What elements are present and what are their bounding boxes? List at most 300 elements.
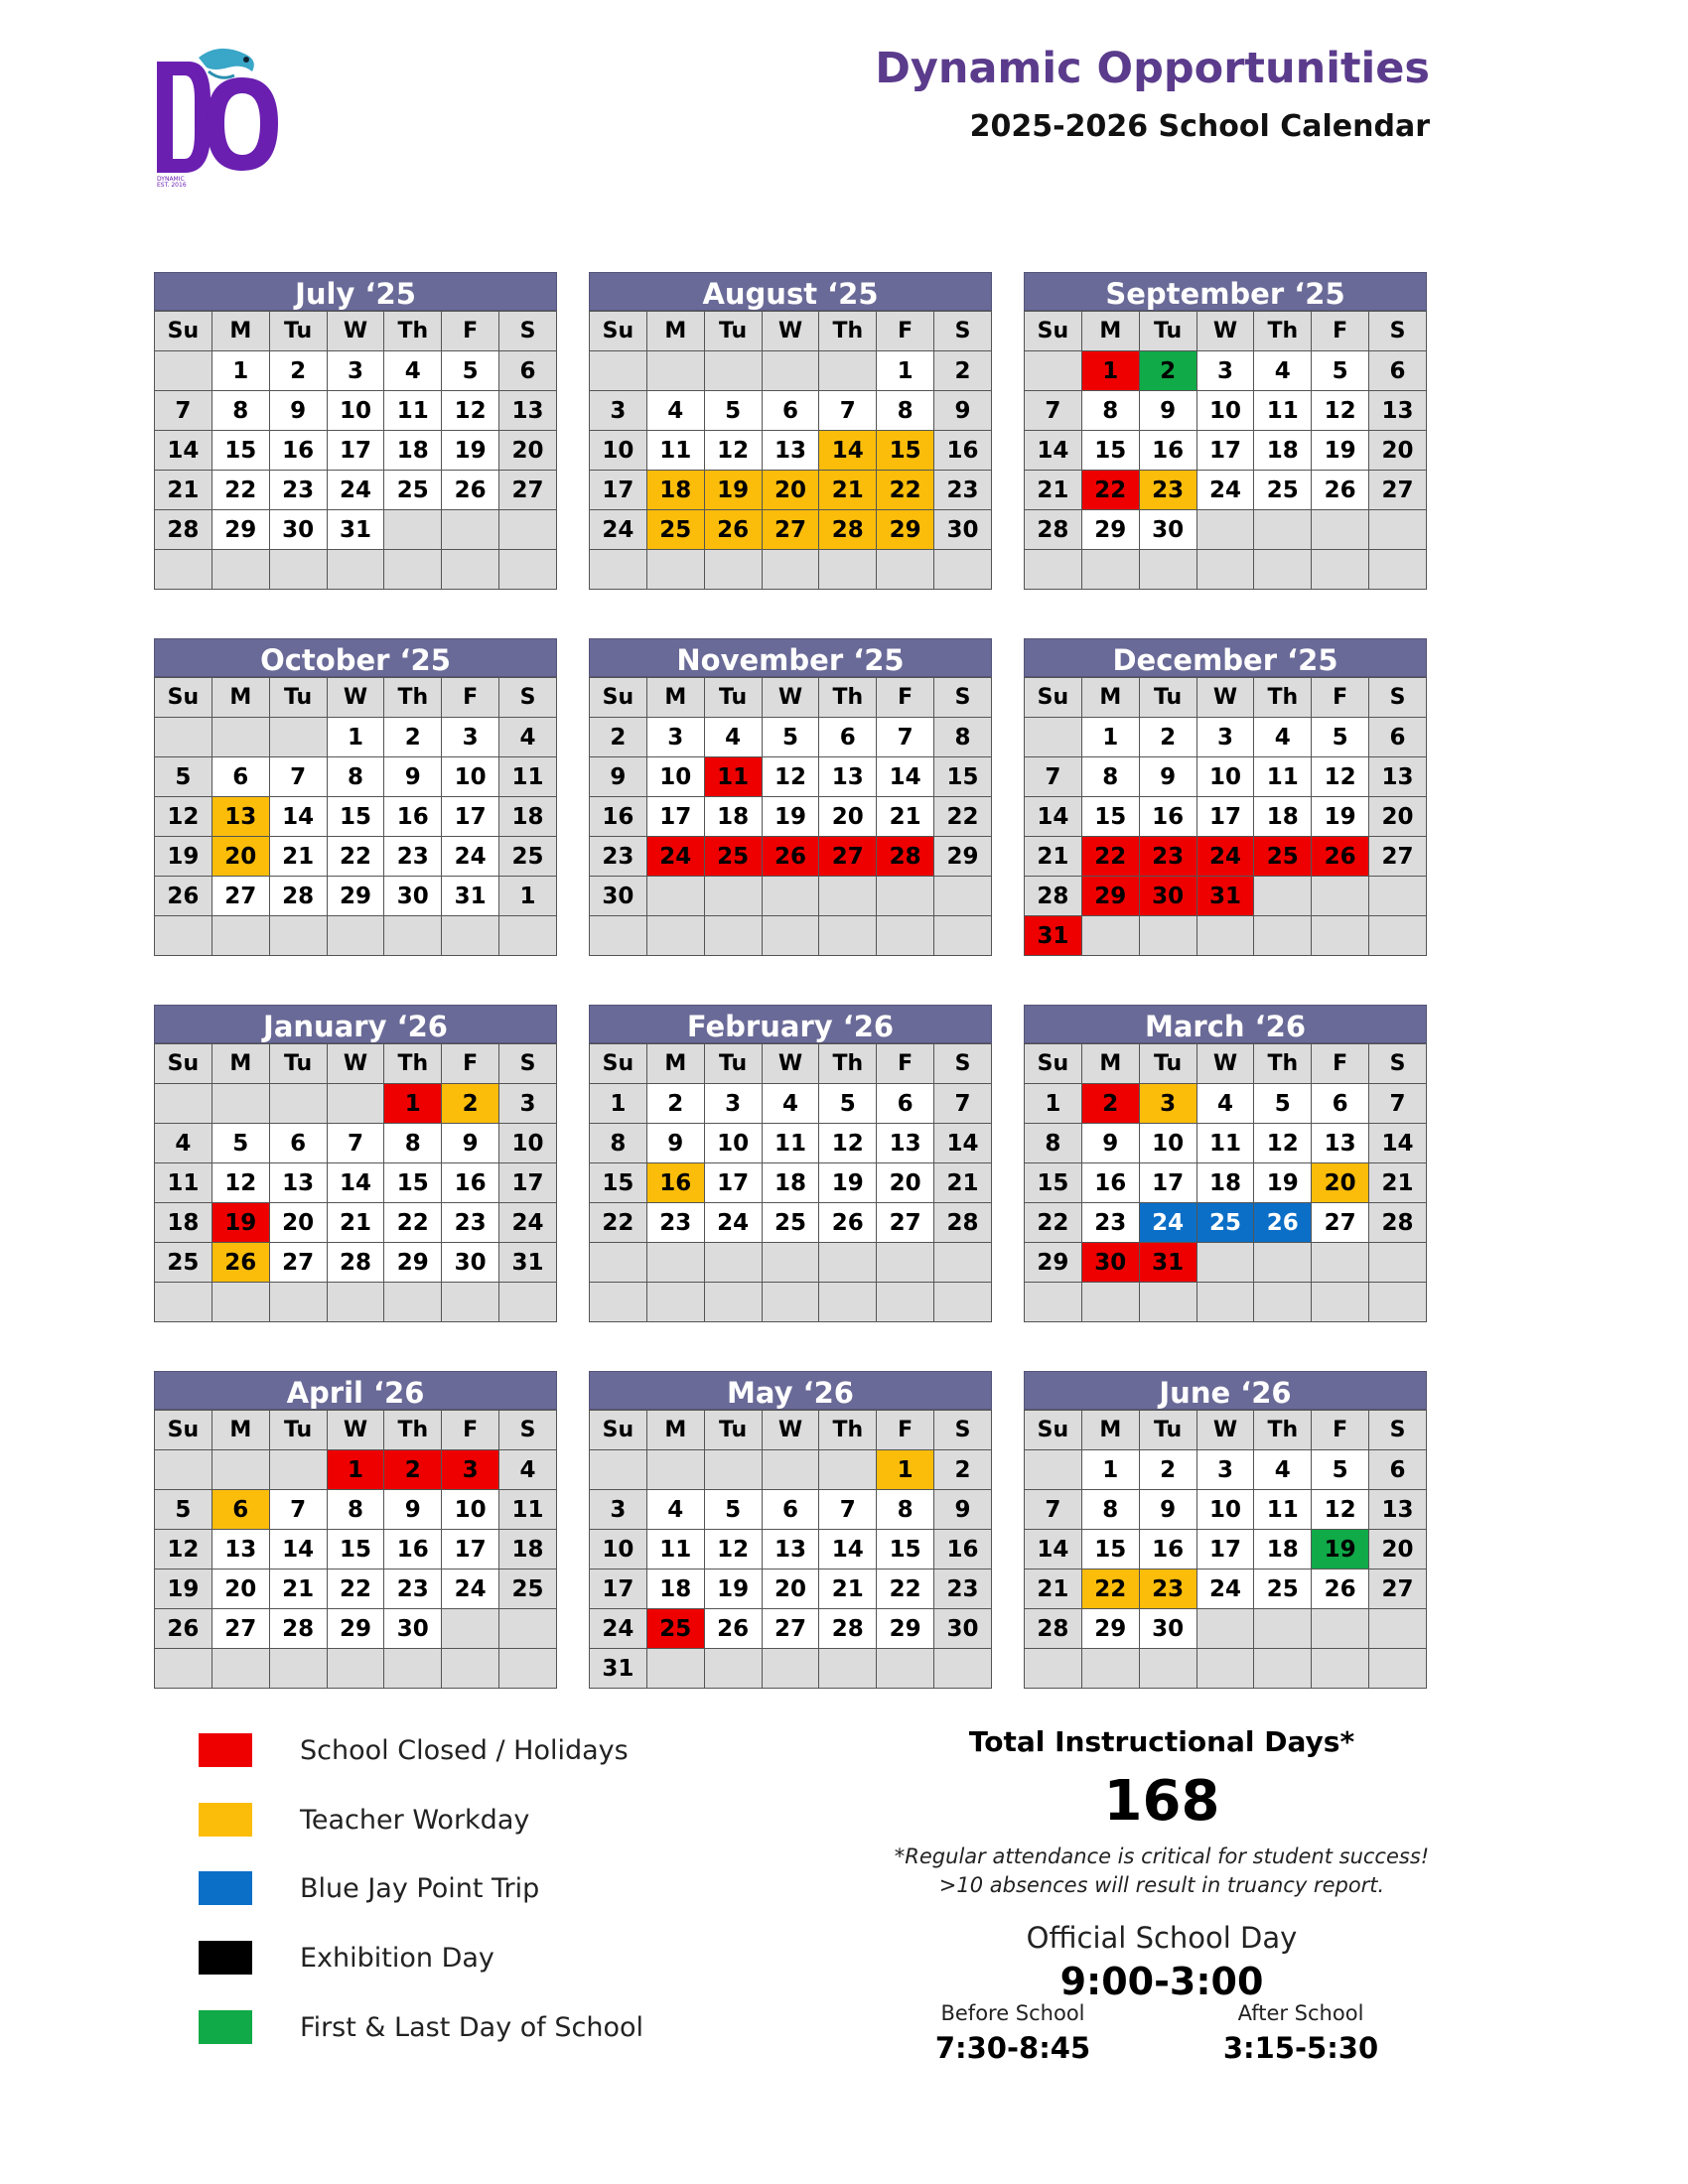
week-row [590, 757, 992, 797]
day-cell [819, 351, 877, 391]
week-row [590, 1609, 992, 1649]
day-cell: 2 [384, 1450, 442, 1490]
day-cell: 15 [877, 1530, 934, 1570]
day-cell: 5 [155, 1490, 212, 1530]
week-row [1025, 797, 1427, 837]
day-cell [646, 1450, 704, 1490]
day-cell: 27 [819, 837, 877, 877]
day-cell: 18 [762, 1163, 819, 1203]
day-cell: 11 [1254, 391, 1312, 431]
day-cell: 23 [1081, 1203, 1139, 1243]
week-row [155, 1283, 557, 1322]
day-cell: 14 [269, 797, 327, 837]
day-cell: 9 [442, 1124, 499, 1163]
svg-text:EST. 2016: EST. 2016 [157, 182, 187, 189]
weekday-header: Th [1254, 1411, 1312, 1450]
day-cell: 22 [327, 837, 384, 877]
day-cell [269, 718, 327, 757]
day-cell: 9 [1139, 1490, 1196, 1530]
weekday-header: Su [1025, 312, 1082, 351]
week-row [1025, 1450, 1427, 1490]
month-calendar [589, 272, 992, 590]
day-cell [1139, 916, 1196, 956]
week-row [590, 1450, 992, 1490]
weekday-header-row [155, 312, 557, 351]
day-cell [384, 1283, 442, 1322]
month-title: June ‘26 [1024, 1371, 1427, 1410]
day-cell: 19 [155, 837, 212, 877]
day-cell: 23 [1139, 837, 1196, 877]
day-cell: 11 [1254, 1490, 1312, 1530]
weekday-header: M [646, 678, 704, 718]
week-row [155, 351, 557, 391]
week-row [590, 1124, 992, 1163]
day-cell: 17 [646, 797, 704, 837]
day-cell: 11 [155, 1163, 212, 1203]
day-cell: 25 [155, 1243, 212, 1283]
day-cell [1139, 1283, 1196, 1322]
day-cell: 18 [1254, 797, 1312, 837]
day-cell [269, 916, 327, 956]
weekday-header: M [211, 1411, 269, 1450]
weekday-header: W [1196, 1044, 1254, 1084]
day-cell: 7 [934, 1084, 992, 1124]
month-days-table [1024, 311, 1427, 590]
day-cell: 5 [704, 1490, 762, 1530]
day-cell: 6 [762, 1490, 819, 1530]
day-cell [934, 1649, 992, 1689]
legend-label: First & Last Day of School [300, 2012, 644, 2043]
day-cell [590, 1243, 647, 1283]
month-days-table [589, 1043, 992, 1322]
day-cell: 9 [269, 391, 327, 431]
day-cell [934, 916, 992, 956]
day-cell: 11 [1196, 1124, 1254, 1163]
day-cell: 16 [590, 797, 647, 837]
day-cell [1196, 1243, 1254, 1283]
day-cell [155, 1649, 212, 1689]
day-cell [1025, 718, 1082, 757]
day-cell [877, 1649, 934, 1689]
day-cell: 8 [590, 1124, 647, 1163]
day-cell: 1 [327, 1450, 384, 1490]
day-cell: 1 [384, 1084, 442, 1124]
day-cell [877, 877, 934, 916]
day-cell: 5 [1254, 1084, 1312, 1124]
month-calendar [589, 1371, 992, 1689]
day-cell: 13 [762, 431, 819, 471]
day-cell: 29 [934, 837, 992, 877]
week-row [1025, 1490, 1427, 1530]
day-cell: 30 [384, 877, 442, 916]
day-cell [499, 510, 557, 550]
day-cell: 9 [1081, 1124, 1139, 1163]
day-cell: 6 [1369, 351, 1427, 391]
week-row [155, 757, 557, 797]
day-cell: 21 [877, 797, 934, 837]
weekday-header: F [442, 312, 499, 351]
day-cell: 12 [155, 1530, 212, 1570]
day-cell: 23 [442, 1203, 499, 1243]
weekday-header: Tu [269, 1411, 327, 1450]
week-row [590, 916, 992, 956]
day-cell [819, 1450, 877, 1490]
week-row [590, 797, 992, 837]
week-row [155, 1203, 557, 1243]
day-cell [819, 550, 877, 590]
day-cell: 23 [646, 1203, 704, 1243]
day-cell [1196, 1649, 1254, 1689]
weekday-header: M [211, 678, 269, 718]
day-cell: 9 [1139, 391, 1196, 431]
month-days-table [154, 1043, 557, 1322]
day-cell [1196, 510, 1254, 550]
day-cell: 4 [384, 351, 442, 391]
day-cell [1369, 550, 1427, 590]
day-cell: 16 [1139, 1530, 1196, 1570]
day-cell: 15 [877, 431, 934, 471]
week-row [590, 1203, 992, 1243]
day-cell: 20 [877, 1163, 934, 1203]
day-cell [1081, 1283, 1139, 1322]
week-row [155, 471, 557, 510]
day-cell: 8 [211, 391, 269, 431]
weekday-header: Th [819, 678, 877, 718]
day-cell: 2 [934, 1450, 992, 1490]
official-day-label: Official School Day [1026, 1921, 1298, 1955]
weekday-header: Th [1254, 1044, 1312, 1084]
month-title: May ‘26 [589, 1371, 992, 1410]
weekday-header: Tu [1139, 1044, 1196, 1084]
day-cell [155, 1084, 212, 1124]
day-cell: 7 [819, 1490, 877, 1530]
day-cell: 26 [704, 510, 762, 550]
day-cell: 27 [762, 1609, 819, 1649]
day-cell [211, 1450, 269, 1490]
day-cell [590, 351, 647, 391]
before-school-hours: 7:30-8:45 [934, 2031, 1091, 2065]
day-cell: 17 [590, 471, 647, 510]
day-cell: 28 [1025, 877, 1082, 916]
official-day-hours: 9:00-3:00 [1059, 1960, 1264, 2003]
day-cell: 5 [762, 718, 819, 757]
week-row [590, 1163, 992, 1203]
day-cell [1196, 916, 1254, 956]
day-cell: 3 [1196, 351, 1254, 391]
month-calendar [589, 638, 992, 956]
day-cell [646, 916, 704, 956]
day-cell: 26 [155, 877, 212, 916]
weekday-header: W [1196, 312, 1254, 351]
month-calendar [589, 1005, 992, 1322]
day-cell [1196, 550, 1254, 590]
weekday-header: Tu [704, 1411, 762, 1450]
day-cell [211, 1084, 269, 1124]
week-row [155, 431, 557, 471]
weekday-header: F [877, 1044, 934, 1084]
day-cell [442, 1283, 499, 1322]
day-cell [155, 1450, 212, 1490]
day-cell [819, 1649, 877, 1689]
day-cell: 6 [269, 1124, 327, 1163]
day-cell: 25 [646, 510, 704, 550]
day-cell: 3 [1196, 1450, 1254, 1490]
day-cell: 20 [499, 431, 557, 471]
day-cell: 18 [1254, 1530, 1312, 1570]
day-cell: 26 [1312, 1570, 1369, 1609]
day-cell: 24 [1139, 1203, 1196, 1243]
week-row [1025, 757, 1427, 797]
day-cell [590, 1283, 647, 1322]
day-cell: 1 [877, 351, 934, 391]
day-cell [1254, 1649, 1312, 1689]
weekday-header: Th [384, 1044, 442, 1084]
day-cell: 26 [1312, 837, 1369, 877]
day-cell: 6 [877, 1084, 934, 1124]
day-cell: 17 [442, 1530, 499, 1570]
legend-label: School Closed / Holidays [300, 1735, 629, 1766]
day-cell: 20 [762, 471, 819, 510]
day-cell [1025, 1649, 1082, 1689]
day-cell: 29 [211, 510, 269, 550]
day-cell [762, 1450, 819, 1490]
day-cell [1369, 877, 1427, 916]
day-cell: 24 [442, 1570, 499, 1609]
day-cell: 18 [704, 797, 762, 837]
day-cell: 29 [1025, 1243, 1082, 1283]
day-cell: 9 [590, 757, 647, 797]
weekday-header: Th [384, 1411, 442, 1450]
month-calendar [1024, 1005, 1427, 1322]
day-cell: 15 [934, 757, 992, 797]
month-days-table [589, 311, 992, 590]
day-cell: 24 [442, 837, 499, 877]
day-cell: 27 [211, 877, 269, 916]
day-cell: 18 [499, 797, 557, 837]
weekday-header: Th [1254, 678, 1312, 718]
week-row [155, 837, 557, 877]
day-cell: 1 [327, 718, 384, 757]
day-cell: 16 [934, 431, 992, 471]
day-cell: 3 [499, 1084, 557, 1124]
weekday-header: Su [1025, 1411, 1082, 1450]
day-cell [499, 1649, 557, 1689]
day-cell: 26 [819, 1203, 877, 1243]
week-row [155, 877, 557, 916]
day-cell [704, 916, 762, 956]
day-cell: 14 [1025, 797, 1082, 837]
day-cell [499, 1609, 557, 1649]
week-row [155, 718, 557, 757]
month-title: November ‘25 [589, 638, 992, 677]
month-title: January ‘26 [154, 1005, 557, 1043]
day-cell [762, 1243, 819, 1283]
weekday-header: F [877, 1411, 934, 1450]
day-cell [1081, 550, 1139, 590]
day-cell [155, 351, 212, 391]
week-row [590, 1243, 992, 1283]
weekday-header: Su [590, 1411, 647, 1450]
day-cell [704, 351, 762, 391]
month-days-table [1024, 677, 1427, 956]
day-cell: 23 [934, 471, 992, 510]
day-cell [155, 718, 212, 757]
day-cell: 21 [1025, 1570, 1082, 1609]
day-cell: 9 [646, 1124, 704, 1163]
day-cell: 23 [1139, 471, 1196, 510]
weekday-header: S [1369, 312, 1427, 351]
day-cell: 5 [442, 351, 499, 391]
week-row [155, 391, 557, 431]
day-cell: 29 [1081, 877, 1139, 916]
week-row [155, 797, 557, 837]
day-cell: 28 [819, 510, 877, 550]
weekday-header-row [155, 678, 557, 718]
day-cell: 13 [1369, 391, 1427, 431]
month-title: October ‘25 [154, 638, 557, 677]
day-cell [1254, 510, 1312, 550]
month-title: April ‘26 [154, 1371, 557, 1410]
month-days-table [1024, 1043, 1427, 1322]
day-cell: 28 [1025, 510, 1082, 550]
day-cell: 11 [646, 1530, 704, 1570]
day-cell [934, 1283, 992, 1322]
day-cell: 17 [499, 1163, 557, 1203]
weekday-header: W [762, 312, 819, 351]
day-cell [590, 1450, 647, 1490]
day-cell [1025, 1283, 1082, 1322]
week-row [155, 1163, 557, 1203]
day-cell: 3 [1139, 1084, 1196, 1124]
day-cell: 13 [211, 797, 269, 837]
weekday-header: Th [384, 312, 442, 351]
day-cell [384, 550, 442, 590]
day-cell [646, 1243, 704, 1283]
day-cell: 27 [211, 1609, 269, 1649]
weekday-header: S [499, 1044, 557, 1084]
day-cell: 12 [704, 431, 762, 471]
day-cell: 8 [1081, 1490, 1139, 1530]
week-row [1025, 1609, 1427, 1649]
day-cell [327, 916, 384, 956]
day-cell [762, 351, 819, 391]
day-cell: 25 [704, 837, 762, 877]
day-cell: 21 [934, 1163, 992, 1203]
week-row [1025, 1124, 1427, 1163]
day-cell: 31 [1196, 877, 1254, 916]
day-cell: 9 [934, 1490, 992, 1530]
day-cell: 7 [819, 391, 877, 431]
week-row [155, 1570, 557, 1609]
day-cell: 5 [1312, 351, 1369, 391]
day-cell: 11 [1254, 757, 1312, 797]
day-cell: 18 [1196, 1163, 1254, 1203]
day-cell [211, 916, 269, 956]
day-cell: 2 [1139, 1450, 1196, 1490]
day-cell: 4 [1254, 718, 1312, 757]
day-cell: 18 [646, 1570, 704, 1609]
day-cell [442, 1609, 499, 1649]
school-logo [149, 42, 283, 191]
day-cell: 14 [819, 431, 877, 471]
day-cell: 3 [590, 1490, 647, 1530]
month-calendar [154, 638, 557, 956]
day-cell: 1 [590, 1084, 647, 1124]
day-cell [1081, 1649, 1139, 1689]
week-row [1025, 1203, 1427, 1243]
day-cell: 31 [442, 877, 499, 916]
day-cell [934, 550, 992, 590]
day-cell: 4 [499, 718, 557, 757]
weekday-header: Tu [704, 678, 762, 718]
day-cell: 19 [1254, 1163, 1312, 1203]
day-cell: 14 [327, 1163, 384, 1203]
day-cell: 21 [1369, 1163, 1427, 1203]
day-cell: 24 [1196, 471, 1254, 510]
day-cell: 28 [269, 877, 327, 916]
day-cell: 8 [1081, 757, 1139, 797]
day-cell: 15 [384, 1163, 442, 1203]
week-row [155, 1124, 557, 1163]
day-cell: 17 [1139, 1163, 1196, 1203]
day-cell: 30 [590, 877, 647, 916]
day-cell: 29 [877, 510, 934, 550]
weekday-header: M [1081, 1044, 1139, 1084]
day-cell: 10 [590, 431, 647, 471]
day-cell: 20 [1369, 797, 1427, 837]
day-cell: 22 [327, 1570, 384, 1609]
week-row [155, 1609, 557, 1649]
day-cell: 21 [269, 1570, 327, 1609]
weekday-header: Tu [269, 312, 327, 351]
day-cell: 31 [1139, 1243, 1196, 1283]
weekday-header: F [442, 1411, 499, 1450]
day-cell [1196, 1283, 1254, 1322]
day-cell: 24 [646, 837, 704, 877]
week-row [1025, 1163, 1427, 1203]
day-cell: 10 [442, 757, 499, 797]
weekday-header: F [877, 678, 934, 718]
after-school-label: After School [1237, 2001, 1364, 2025]
day-cell [1312, 1609, 1369, 1649]
day-cell [819, 1243, 877, 1283]
day-cell: 24 [1196, 1570, 1254, 1609]
weekday-header: Su [155, 1411, 212, 1450]
day-cell: 27 [762, 510, 819, 550]
weekday-header: M [646, 312, 704, 351]
weekday-header: F [1312, 1044, 1369, 1084]
day-cell [704, 1283, 762, 1322]
before-school-label: Before School [940, 2001, 1085, 2025]
day-cell: 10 [590, 1530, 647, 1570]
weekday-header: Tu [269, 678, 327, 718]
day-cell: 17 [1196, 1530, 1254, 1570]
day-cell [269, 1084, 327, 1124]
month-title: July ‘25 [154, 272, 557, 311]
week-row [590, 471, 992, 510]
month-title: August ‘25 [589, 272, 992, 311]
day-cell [327, 1084, 384, 1124]
week-row [590, 1490, 992, 1530]
day-cell: 27 [1369, 471, 1427, 510]
day-cell: 21 [269, 837, 327, 877]
day-cell: 20 [762, 1570, 819, 1609]
legend-label: Blue Jay Point Trip [300, 1873, 540, 1904]
day-cell: 27 [877, 1203, 934, 1243]
day-cell: 20 [1369, 431, 1427, 471]
weekday-header: Th [819, 1411, 877, 1450]
day-cell: 4 [1196, 1084, 1254, 1124]
